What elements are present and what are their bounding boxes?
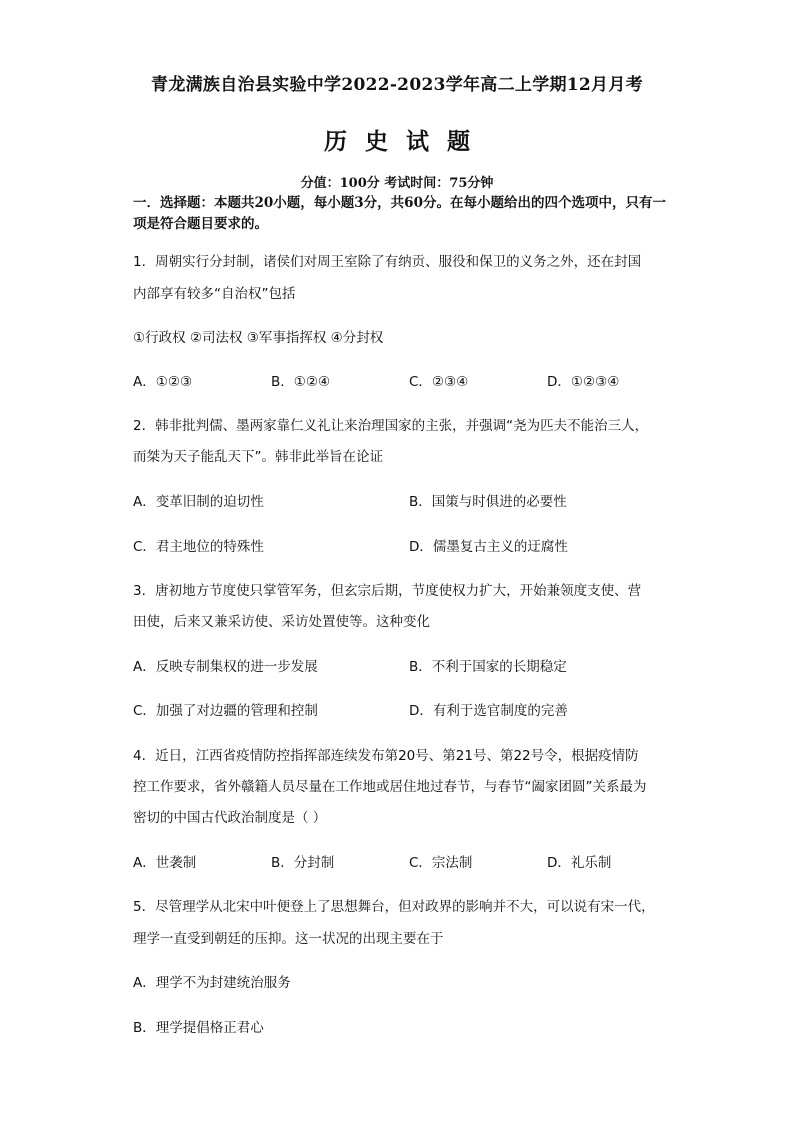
q4-option-a: A．世袭制: [133, 855, 197, 871]
q5-line-1: 5．尽管理学从北宋中叶便登上了思想舞台，但对政界的影响并不大，可以说有宋一代，: [133, 899, 655, 915]
q2-option-c: C．君主地位的特殊性: [133, 539, 264, 555]
q1-statements: ①行政权 ②司法权 ③军事指挥权 ④分封权: [133, 330, 384, 346]
section-instruction: 一．选择题：本题共20小题，每小题3分，共60分。在每小题给出的四个选项中，只有一项是符合题目要求的。: [133, 195, 666, 232]
q4-line-3: 密切的中国古代政治制度是（ ）: [133, 810, 327, 826]
q5-option-a: A．理学不为封建统治服务: [133, 975, 291, 991]
subject-title: 历史试题: [324, 128, 488, 155]
q3-line-1: 3．唐初地方节度使只掌管军务，但玄宗后期，节度使权力扩大，开始兼领度支使、营: [133, 583, 642, 599]
q1-option-b: B．①②④: [271, 374, 331, 390]
q3-line-2: 田使，后来又兼采访使、采访处置使等。这种变化: [133, 614, 430, 630]
q1-option-a: A．①②③: [133, 374, 193, 390]
q4-line-1: 4．近日，江西省疫情防控指挥部连续发布第20号、第21号、第22号令，根据疫情防: [133, 748, 639, 764]
q2-option-d: D．儒墨复古主义的迂腐性: [409, 539, 568, 555]
exam-meta: 分值：100分 考试时间：75分钟: [300, 176, 494, 191]
q4-option-d: D．礼乐制: [547, 855, 612, 871]
q2-line-2: 而桀为天子能乱天下”。韩非此举旨在论证: [133, 449, 383, 465]
q3-option-b: B．不利于国家的长期稳定: [409, 659, 567, 675]
q5-line-2: 理学一直受到朝廷的压抑。这一状况的出现主要在于: [133, 931, 444, 947]
q2-option-a: A．变革旧制的迫切性: [133, 494, 264, 510]
q4-line-2: 控工作要求，省外赣籍人员尽量在工作地或居住地过春节，与春节“阖家团圆”关系最为: [133, 779, 647, 795]
q3-option-c: C．加强了对边疆的管理和控制: [133, 703, 318, 719]
q2-line-1: 2．韩非批判儒、墨两家靠仁义礼让来治理国家的主张，并强调“尧为匹夫不能治三人，: [133, 418, 649, 434]
q1-line-1: 1．周朝实行分封制，诸侯们对周王室除了有纳贡、服役和保卫的义务之外，还在封国: [133, 254, 642, 270]
q3-option-d: D．有利于选官制度的完善: [409, 703, 568, 719]
q4-option-c: C．宗法制: [409, 855, 473, 871]
q4-option-b: B．分封制: [271, 855, 335, 871]
q2-option-b: B．国策与时俱进的必要性: [409, 494, 567, 510]
school-title: 青龙满族自治县实验中学2022-2023学年高二上学期12月月考: [151, 75, 643, 95]
q5-option-b: B．理学提倡格正君心: [133, 1020, 264, 1036]
q1-option-d: D．①②③④: [547, 374, 620, 390]
q1-line-2: 内部享有较多“自治权”包括: [133, 286, 296, 302]
q1-option-c: C．②③④: [409, 374, 469, 390]
q3-option-a: A．反映专制集权的进一步发展: [133, 659, 318, 675]
